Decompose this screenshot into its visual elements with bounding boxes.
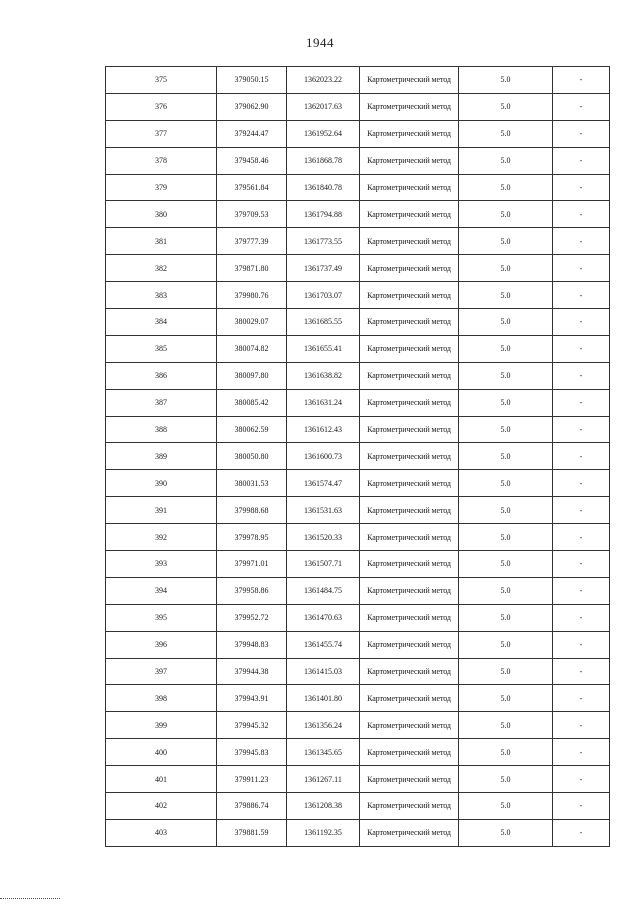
accuracy-cell: 5.0 <box>459 416 553 443</box>
accuracy-cell: 5.0 <box>459 282 553 309</box>
table-row <box>106 93 610 120</box>
y-coordinate-cell: 1361600.73 <box>287 443 360 470</box>
accuracy-cell: 5.0 <box>459 335 553 362</box>
coordinates-table-body <box>106 67 610 847</box>
point-number-cell: 380 <box>106 201 217 228</box>
x-coordinate-cell: 379561.84 <box>217 174 287 201</box>
table-row <box>106 255 610 282</box>
method-cell: Картометрический метод <box>360 120 459 147</box>
method-cell: Картометрический метод <box>360 228 459 255</box>
table-row <box>106 443 610 470</box>
description-cell: - <box>553 685 610 712</box>
y-coordinate-cell: 1361345.65 <box>287 739 360 766</box>
x-coordinate-cell: 380085.42 <box>217 389 287 416</box>
x-coordinate-cell: 379777.39 <box>217 228 287 255</box>
method-cell: Картометрический метод <box>360 470 459 497</box>
table-row <box>106 67 610 94</box>
accuracy-cell: 5.0 <box>459 685 553 712</box>
description-cell: - <box>553 443 610 470</box>
y-coordinate-cell: 1361655.41 <box>287 335 360 362</box>
accuracy-cell: 5.0 <box>459 497 553 524</box>
point-number-cell: 376 <box>106 93 217 120</box>
y-coordinate-cell: 1361631.24 <box>287 389 360 416</box>
description-cell: - <box>553 282 610 309</box>
point-number-cell: 386 <box>106 362 217 389</box>
table-row <box>106 497 610 524</box>
y-coordinate-cell: 1361192.35 <box>287 819 360 846</box>
table-row <box>106 658 610 685</box>
x-coordinate-cell: 379988.68 <box>217 497 287 524</box>
y-coordinate-cell: 1361952.64 <box>287 120 360 147</box>
y-coordinate-cell: 1361737.49 <box>287 255 360 282</box>
table-row <box>106 604 610 631</box>
y-coordinate-cell: 1361531.63 <box>287 497 360 524</box>
table-row <box>106 362 610 389</box>
description-cell: - <box>553 416 610 443</box>
y-coordinate-cell: 1361794.88 <box>287 201 360 228</box>
x-coordinate-cell: 379958.86 <box>217 577 287 604</box>
method-cell: Картометрический метод <box>360 282 459 309</box>
accuracy-cell: 5.0 <box>459 309 553 336</box>
accuracy-cell: 5.0 <box>459 389 553 416</box>
description-cell: - <box>553 604 610 631</box>
description-cell: - <box>553 819 610 846</box>
table-row <box>106 416 610 443</box>
x-coordinate-cell: 379948.83 <box>217 631 287 658</box>
point-number-cell: 401 <box>106 766 217 793</box>
description-cell: - <box>553 389 610 416</box>
point-number-cell: 375 <box>106 67 217 94</box>
point-number-cell: 382 <box>106 255 217 282</box>
footer-divider <box>0 898 60 900</box>
point-number-cell: 385 <box>106 335 217 362</box>
point-number-cell: 395 <box>106 604 217 631</box>
accuracy-cell: 5.0 <box>459 631 553 658</box>
coordinates-table <box>105 66 610 847</box>
x-coordinate-cell: 380050.80 <box>217 443 287 470</box>
point-number-cell: 377 <box>106 120 217 147</box>
x-coordinate-cell: 380031.53 <box>217 470 287 497</box>
accuracy-cell: 5.0 <box>459 739 553 766</box>
table-row <box>106 631 610 658</box>
table-row <box>106 309 610 336</box>
accuracy-cell: 5.0 <box>459 577 553 604</box>
accuracy-cell: 5.0 <box>459 712 553 739</box>
point-number-cell: 402 <box>106 793 217 820</box>
method-cell: Картометрический метод <box>360 524 459 551</box>
accuracy-cell: 5.0 <box>459 658 553 685</box>
table-row <box>106 766 610 793</box>
description-cell: - <box>553 497 610 524</box>
table-row <box>106 282 610 309</box>
description-cell: - <box>553 577 610 604</box>
y-coordinate-cell: 1361638.82 <box>287 362 360 389</box>
method-cell: Картометрический метод <box>360 174 459 201</box>
point-number-cell: 398 <box>106 685 217 712</box>
method-cell: Картометрический метод <box>360 577 459 604</box>
table-row <box>106 819 610 846</box>
point-number-cell: 388 <box>106 416 217 443</box>
y-coordinate-cell: 1362023.22 <box>287 67 360 94</box>
description-cell: - <box>553 201 610 228</box>
method-cell: Картометрический метод <box>360 443 459 470</box>
method-cell: Картометрический метод <box>360 819 459 846</box>
method-cell: Картометрический метод <box>360 389 459 416</box>
description-cell: - <box>553 551 610 578</box>
description-cell: - <box>553 739 610 766</box>
method-cell: Картометрический метод <box>360 604 459 631</box>
point-number-cell: 387 <box>106 389 217 416</box>
point-number-cell: 390 <box>106 470 217 497</box>
table-row <box>106 685 610 712</box>
x-coordinate-cell: 379458.46 <box>217 147 287 174</box>
method-cell: Картометрический метод <box>360 766 459 793</box>
point-number-cell: 381 <box>106 228 217 255</box>
point-number-cell: 403 <box>106 819 217 846</box>
x-coordinate-cell: 380029.07 <box>217 309 287 336</box>
table-row <box>106 577 610 604</box>
description-cell: - <box>553 93 610 120</box>
table-row <box>106 712 610 739</box>
method-cell: Картометрический метод <box>360 793 459 820</box>
x-coordinate-cell: 380074.82 <box>217 335 287 362</box>
y-coordinate-cell: 1361208.38 <box>287 793 360 820</box>
x-coordinate-cell: 379062.90 <box>217 93 287 120</box>
method-cell: Картометрический метод <box>360 739 459 766</box>
point-number-cell: 383 <box>106 282 217 309</box>
description-cell: - <box>553 147 610 174</box>
point-number-cell: 400 <box>106 739 217 766</box>
table-row <box>106 174 610 201</box>
accuracy-cell: 5.0 <box>459 604 553 631</box>
y-coordinate-cell: 1361415.03 <box>287 658 360 685</box>
accuracy-cell: 5.0 <box>459 174 553 201</box>
x-coordinate-cell: 379709.53 <box>217 201 287 228</box>
description-cell: - <box>553 658 610 685</box>
y-coordinate-cell: 1361401.80 <box>287 685 360 712</box>
description-cell: - <box>553 524 610 551</box>
description-cell: - <box>553 120 610 147</box>
method-cell: Картометрический метод <box>360 67 459 94</box>
method-cell: Картометрический метод <box>360 416 459 443</box>
description-cell: - <box>553 228 610 255</box>
accuracy-cell: 5.0 <box>459 362 553 389</box>
accuracy-cell: 5.0 <box>459 255 553 282</box>
method-cell: Картометрический метод <box>360 335 459 362</box>
x-coordinate-cell: 379980.76 <box>217 282 287 309</box>
table-row <box>106 228 610 255</box>
x-coordinate-cell: 380062.59 <box>217 416 287 443</box>
method-cell: Картометрический метод <box>360 712 459 739</box>
point-number-cell: 384 <box>106 309 217 336</box>
table-row <box>106 389 610 416</box>
x-coordinate-cell: 379886.74 <box>217 793 287 820</box>
point-number-cell: 391 <box>106 497 217 524</box>
accuracy-cell: 5.0 <box>459 201 553 228</box>
accuracy-cell: 5.0 <box>459 766 553 793</box>
x-coordinate-cell: 380097.80 <box>217 362 287 389</box>
point-number-cell: 389 <box>106 443 217 470</box>
x-coordinate-cell: 379244.47 <box>217 120 287 147</box>
y-coordinate-cell: 1361612.43 <box>287 416 360 443</box>
method-cell: Картометрический метод <box>360 255 459 282</box>
method-cell: Картометрический метод <box>360 93 459 120</box>
x-coordinate-cell: 379971.01 <box>217 551 287 578</box>
x-coordinate-cell: 379945.83 <box>217 739 287 766</box>
x-coordinate-cell: 379978.95 <box>217 524 287 551</box>
description-cell: - <box>553 335 610 362</box>
accuracy-cell: 5.0 <box>459 793 553 820</box>
y-coordinate-cell: 1361840.78 <box>287 174 360 201</box>
point-number-cell: 378 <box>106 147 217 174</box>
table-row <box>106 551 610 578</box>
y-coordinate-cell: 1361773.55 <box>287 228 360 255</box>
point-number-cell: 396 <box>106 631 217 658</box>
y-coordinate-cell: 1361574.47 <box>287 470 360 497</box>
y-coordinate-cell: 1361703.07 <box>287 282 360 309</box>
table-row <box>106 470 610 497</box>
method-cell: Картометрический метод <box>360 201 459 228</box>
accuracy-cell: 5.0 <box>459 524 553 551</box>
y-coordinate-cell: 1361507.71 <box>287 551 360 578</box>
table-row <box>106 524 610 551</box>
point-number-cell: 392 <box>106 524 217 551</box>
table-row <box>106 335 610 362</box>
accuracy-cell: 5.0 <box>459 120 553 147</box>
page-number: 1944 <box>306 35 334 50</box>
method-cell: Картометрический метод <box>360 309 459 336</box>
y-coordinate-cell: 1361484.75 <box>287 577 360 604</box>
accuracy-cell: 5.0 <box>459 551 553 578</box>
accuracy-cell: 5.0 <box>459 819 553 846</box>
method-cell: Картометрический метод <box>360 658 459 685</box>
table-row <box>106 147 610 174</box>
x-coordinate-cell: 379911.23 <box>217 766 287 793</box>
description-cell: - <box>553 766 610 793</box>
description-cell: - <box>553 362 610 389</box>
description-cell: - <box>553 712 610 739</box>
accuracy-cell: 5.0 <box>459 470 553 497</box>
point-number-cell: 379 <box>106 174 217 201</box>
y-coordinate-cell: 1361356.24 <box>287 712 360 739</box>
y-coordinate-cell: 1361520.33 <box>287 524 360 551</box>
point-number-cell: 394 <box>106 577 217 604</box>
y-coordinate-cell: 1362017.63 <box>287 93 360 120</box>
x-coordinate-cell: 379050.15 <box>217 67 287 94</box>
y-coordinate-cell: 1361267.11 <box>287 766 360 793</box>
description-cell: - <box>553 67 610 94</box>
x-coordinate-cell: 379952.72 <box>217 604 287 631</box>
y-coordinate-cell: 1361685.55 <box>287 309 360 336</box>
x-coordinate-cell: 379944.38 <box>217 658 287 685</box>
table-row <box>106 793 610 820</box>
description-cell: - <box>553 255 610 282</box>
y-coordinate-cell: 1361470.63 <box>287 604 360 631</box>
accuracy-cell: 5.0 <box>459 228 553 255</box>
description-cell: - <box>553 470 610 497</box>
x-coordinate-cell: 379881.59 <box>217 819 287 846</box>
y-coordinate-cell: 1361455.74 <box>287 631 360 658</box>
table-row <box>106 120 610 147</box>
x-coordinate-cell: 379943.91 <box>217 685 287 712</box>
point-number-cell: 399 <box>106 712 217 739</box>
point-number-cell: 393 <box>106 551 217 578</box>
method-cell: Картометрический метод <box>360 147 459 174</box>
method-cell: Картометрический метод <box>360 685 459 712</box>
accuracy-cell: 5.0 <box>459 67 553 94</box>
accuracy-cell: 5.0 <box>459 147 553 174</box>
table-row <box>106 201 610 228</box>
table-row <box>106 739 610 766</box>
x-coordinate-cell: 379871.80 <box>217 255 287 282</box>
x-coordinate-cell: 379945.32 <box>217 712 287 739</box>
accuracy-cell: 5.0 <box>459 443 553 470</box>
y-coordinate-cell: 1361868.78 <box>287 147 360 174</box>
description-cell: - <box>553 631 610 658</box>
method-cell: Картометрический метод <box>360 497 459 524</box>
description-cell: - <box>553 793 610 820</box>
accuracy-cell: 5.0 <box>459 93 553 120</box>
description-cell: - <box>553 309 610 336</box>
method-cell: Картометрический метод <box>360 631 459 658</box>
method-cell: Картометрический метод <box>360 362 459 389</box>
description-cell: - <box>553 174 610 201</box>
method-cell: Картометрический метод <box>360 551 459 578</box>
point-number-cell: 397 <box>106 658 217 685</box>
